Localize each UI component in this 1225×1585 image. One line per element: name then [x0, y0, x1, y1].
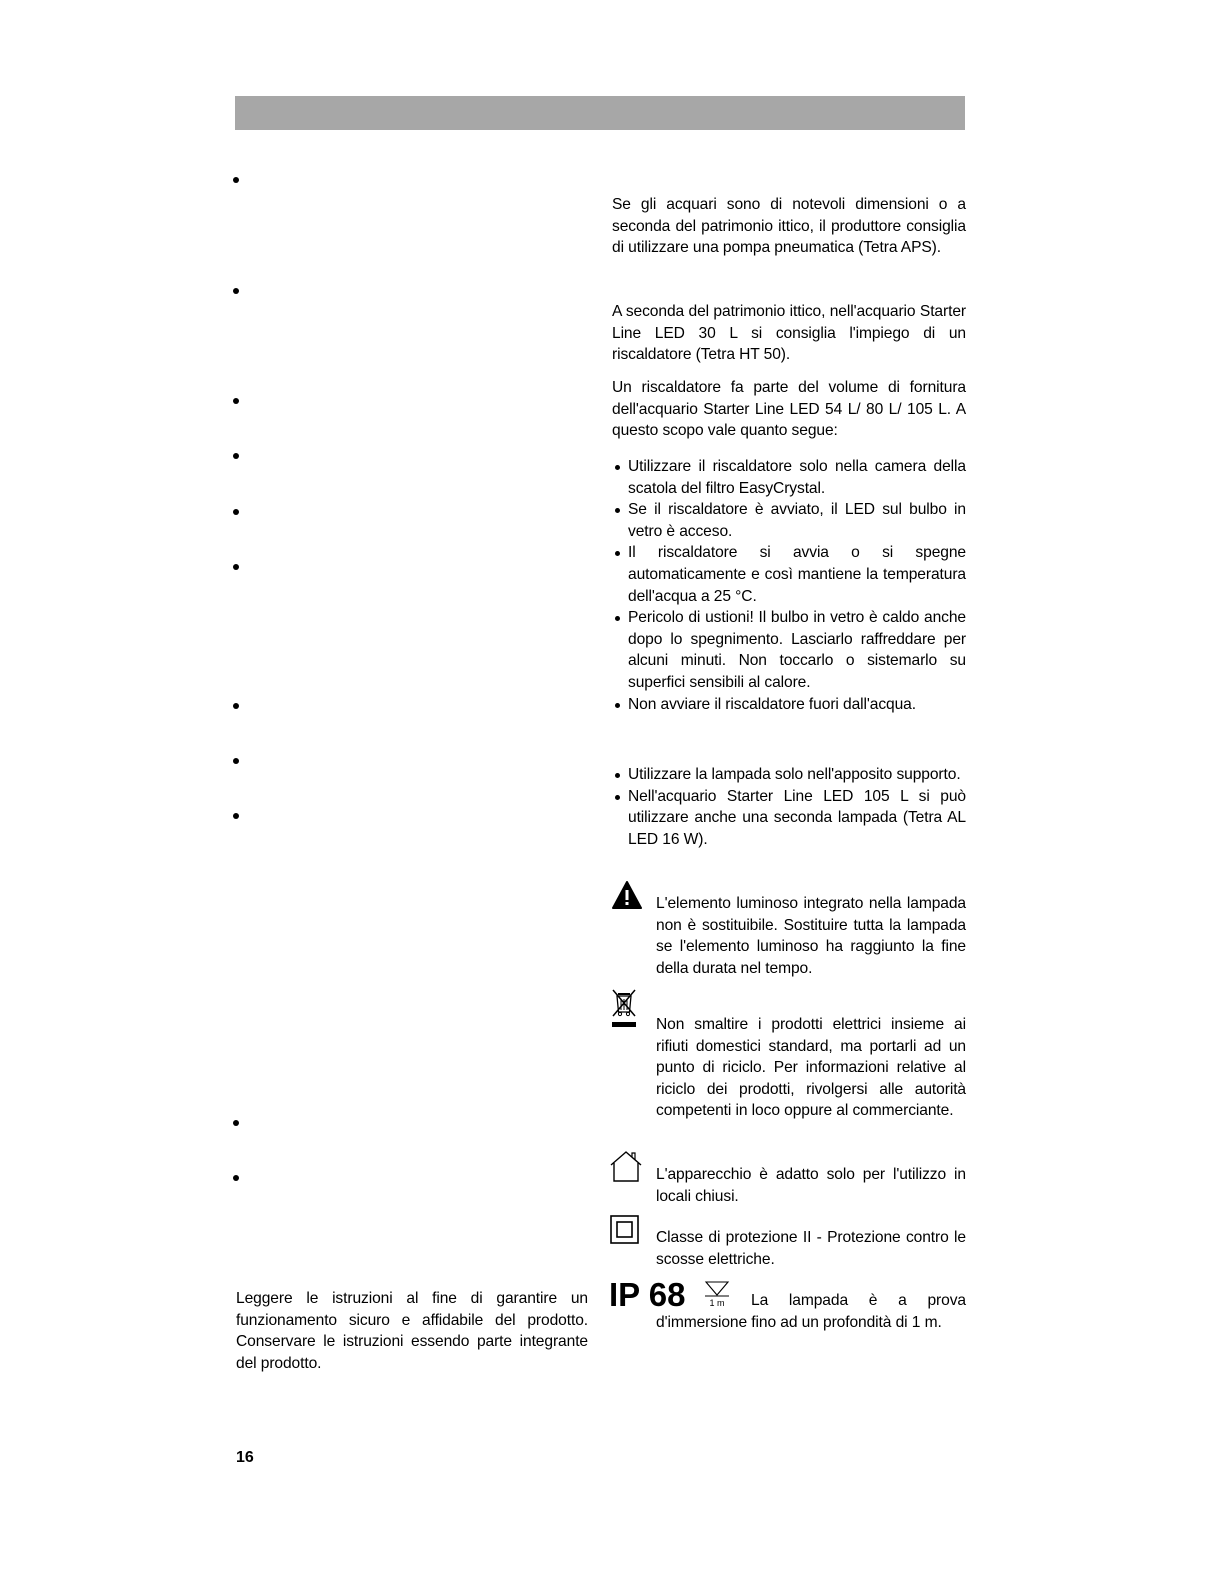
lamp-bullet-list — [612, 764, 966, 850]
crossed-bin-icon — [610, 987, 638, 1029]
warning-triangle-icon — [612, 881, 642, 909]
house-icon — [609, 1150, 643, 1183]
list-item: Il riscaldatore si avvia o si spegne automaticamente e così mantiene la temperatura dell'acqua a 25 °C. — [612, 542, 966, 607]
list-item: Utilizzare il riscaldatore solo nella camera della scatola del filtro EasyCrystal. — [612, 456, 966, 499]
left-bullet-marker — [233, 509, 239, 515]
ip-rating-paragraph: La lampada è a prova d'immersione fino ad un profondità di 1 m. — [656, 1292, 966, 1331]
double-square-icon — [610, 1215, 639, 1244]
instructions-paragraph: Leggere le istruzioni al fine di garantire un funzionamento sicuro e affidabile del prodotto. Conservare le istruzioni essendo parte integrante del prodotto. — [236, 1290, 588, 1372]
ip-rating-label: IP 68 — [609, 1276, 686, 1313]
left-bullet-marker — [233, 398, 239, 404]
left-bullet-marker — [233, 288, 239, 294]
left-bullet-marker — [233, 703, 239, 709]
protection-class-paragraph: Classe di protezione II - Protezione contro le scosse elettriche. — [656, 1229, 966, 1268]
left-bullet-marker — [233, 1175, 239, 1181]
left-bullet-marker — [233, 564, 239, 570]
left-bullet-marker — [233, 1120, 239, 1126]
page-number: 16 — [236, 1449, 254, 1466]
warning-paragraph: L'elemento luminoso integrato nella lampada non è sostituibile. Sostituire tutta la lampada se l'elemento luminoso ha raggiunto la fine della durata nel tempo. — [656, 895, 966, 977]
disposal-paragraph: Non smaltire i prodotti elettrici insieme ai rifiuti domestici standard, ma portarli ad un punto di riciclo. Per informazioni relative al riciclo dei prodotti, rivolgersi alle autorità competenti in loco oppure al commerciante. — [656, 1016, 966, 1120]
heater-paragraph-30l: A seconda del patrimonio ittico, nell'acquario Starter Line LED 30 L si consiglia l'impiego di un riscaldatore (Tetra HT 50). — [612, 303, 966, 364]
list-item: Pericolo di ustioni! Il bulbo in vetro è caldo anche dopo lo spegnimento. Lasciarlo raffreddare per alcuni minuti. Non toccarlo o sistemarlo su superfici sensibili al calore. — [612, 607, 966, 693]
left-bullet-marker — [233, 813, 239, 819]
left-bullet-marker — [233, 758, 239, 764]
left-bullet-marker — [233, 453, 239, 459]
heater-bullet-list — [612, 456, 966, 715]
section-header-bar — [235, 96, 965, 130]
pump-paragraph: Se gli acquari sono di notevoli dimensioni o a seconda del patrimonio ittico, il produttore consiglia di utilizzare una pompa pneumatica (Tetra APS). — [612, 196, 966, 257]
heater-paragraph-supply: Un riscaldatore fa parte del volume di fornitura dell'acquario Starter Line LED 54 L/ 80 L/ 105 L. A questo scopo vale quanto segue: — [612, 379, 966, 440]
water-depth-label: 1 m — [709, 1298, 725, 1308]
left-bullet-marker — [233, 177, 239, 183]
list-item: Se il riscaldatore è avviato, il LED sul bulbo in vetro è acceso. — [612, 499, 966, 542]
list-item: Non avviare il riscaldatore fuori dall'acqua. — [612, 694, 966, 716]
indoor-paragraph: L'apparecchio è adatto solo per l'utilizzo in locali chiusi. — [656, 1166, 966, 1205]
list-item: Nell'acquario Starter Line LED 105 L si può utilizzare anche una seconda lampada (Tetra AL LED 16 W). — [612, 786, 966, 851]
list-item: Utilizzare la lampada solo nell'apposito supporto. — [612, 764, 966, 786]
